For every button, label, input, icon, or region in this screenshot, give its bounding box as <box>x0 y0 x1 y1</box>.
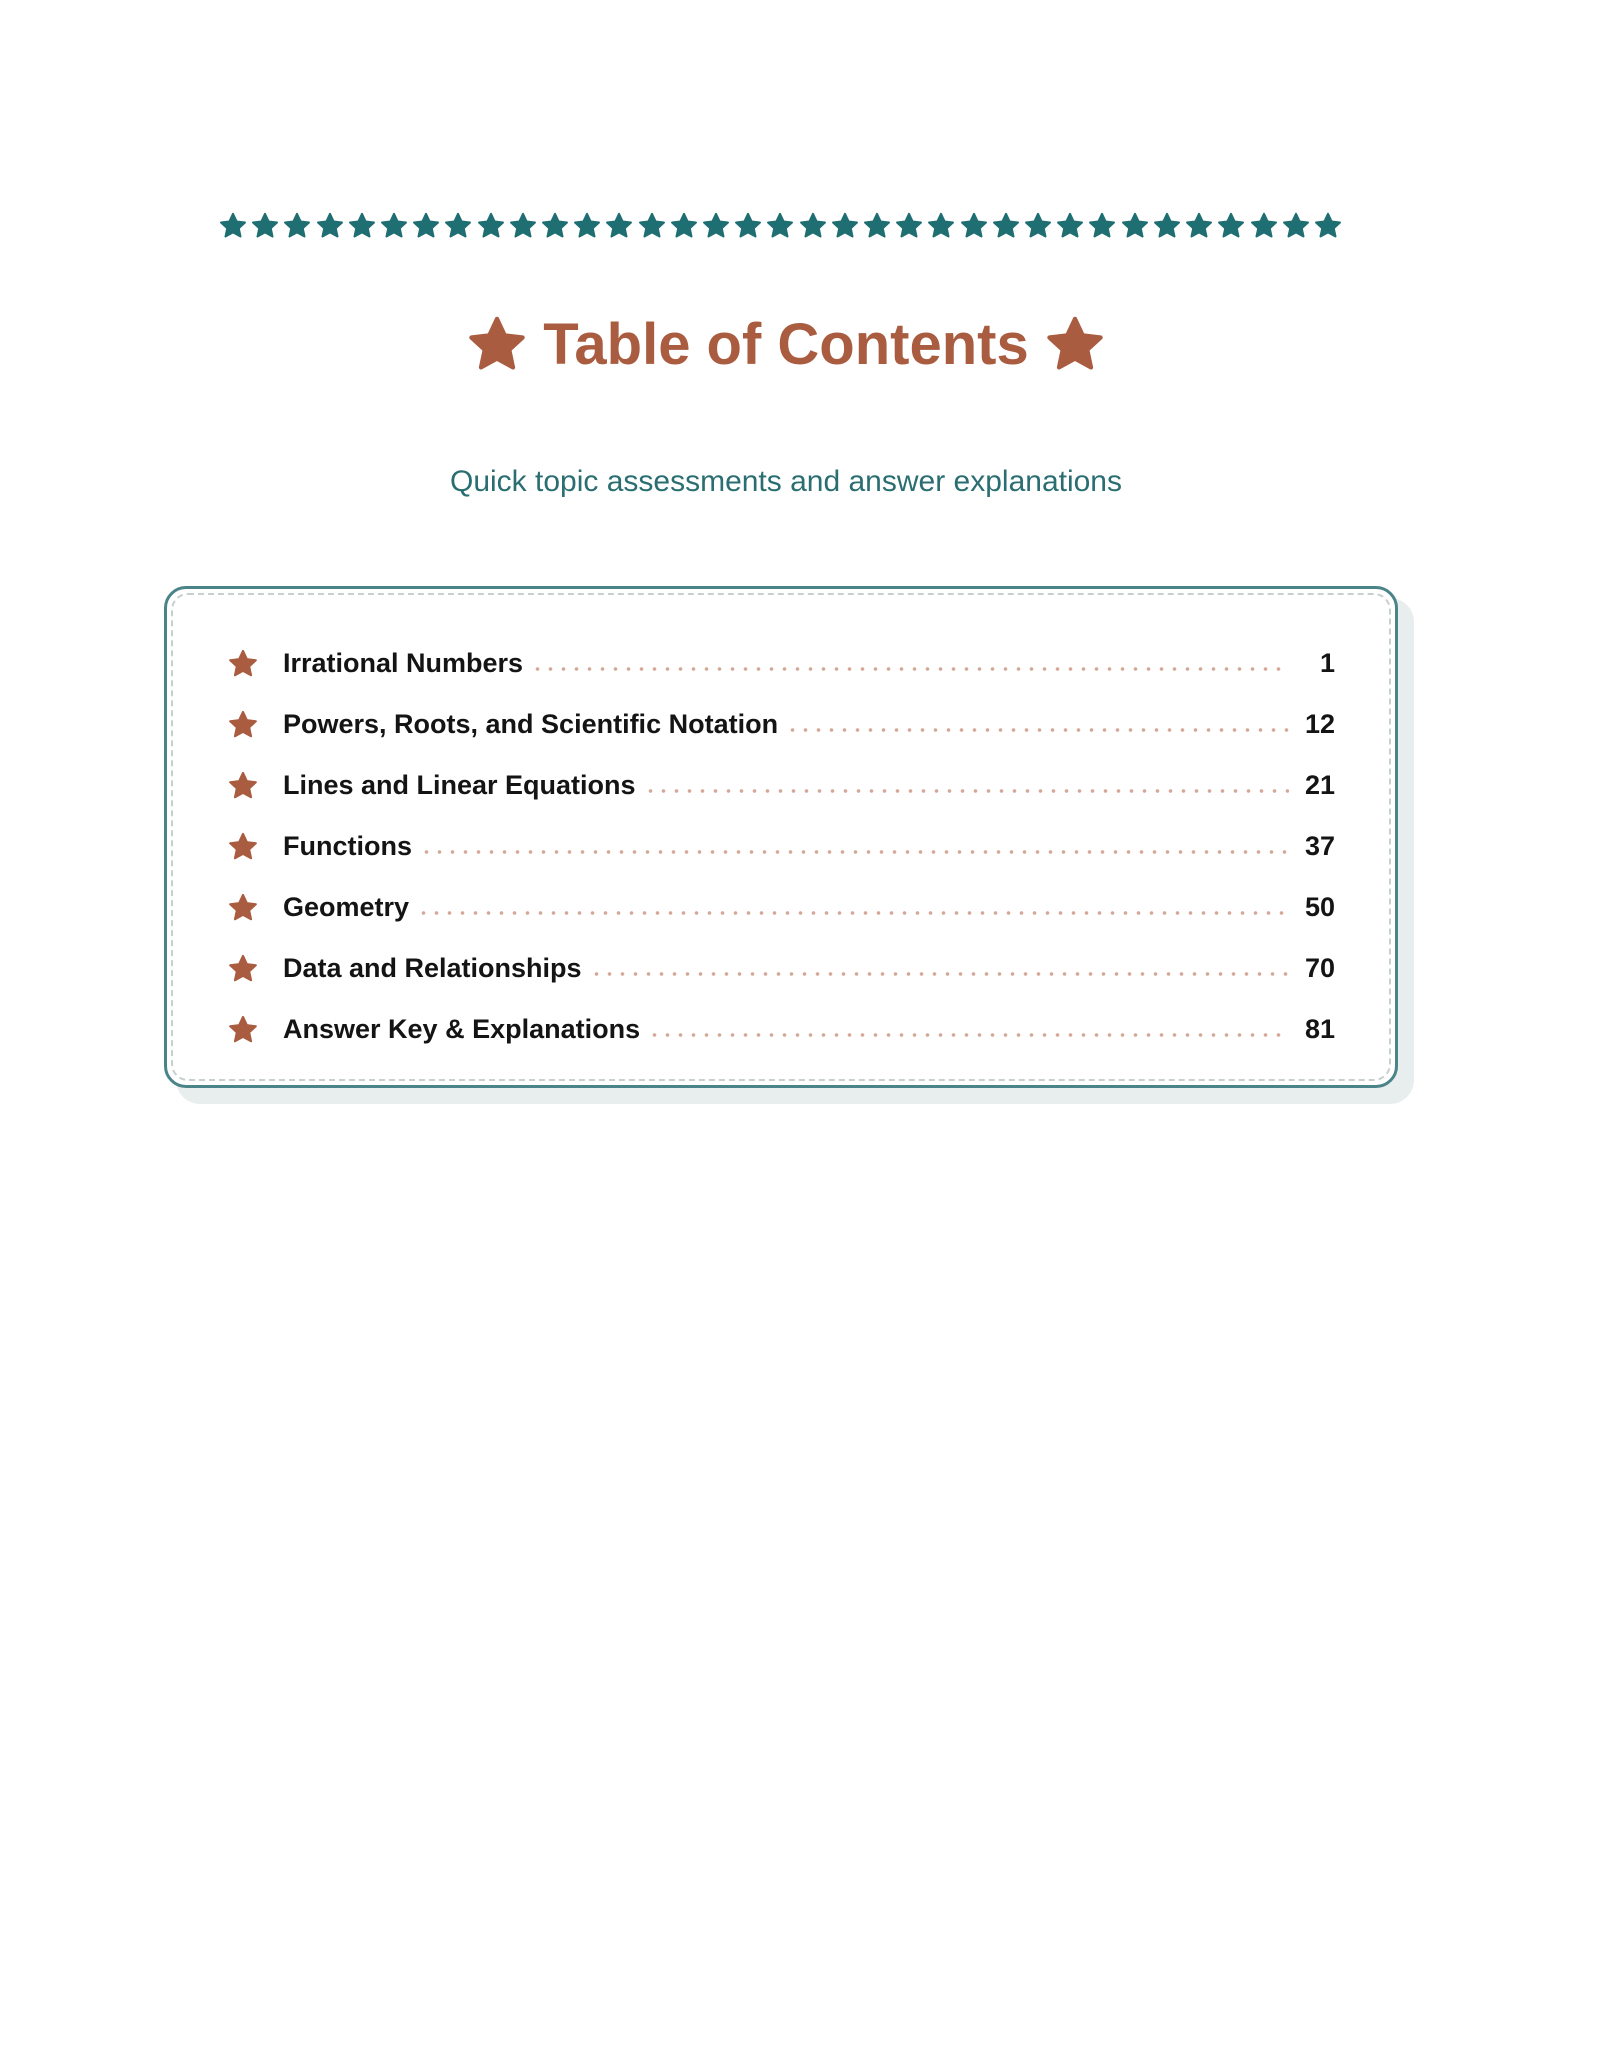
toc-item[interactable] <box>227 816 1335 877</box>
star-icon <box>1216 211 1246 241</box>
star-icon <box>443 211 473 241</box>
star-icon <box>669 211 699 241</box>
star-icon <box>1043 313 1107 377</box>
toc-item[interactable] <box>227 938 1335 999</box>
dot-leader <box>590 972 1289 976</box>
toc-item-label: Powers, Roots, and Scientific Notation <box>283 709 779 739</box>
page-subtitle: Quick topic assessments and answer explanations <box>449 465 1122 498</box>
star-icon <box>250 211 280 241</box>
star-icon <box>227 648 259 680</box>
star-icon <box>1087 211 1117 241</box>
star-icon <box>701 211 731 241</box>
toc-item-page: 81 <box>1304 1014 1335 1044</box>
toc-item-label: Irrational Numbers <box>283 648 524 678</box>
star-icon <box>765 211 795 241</box>
star-icon <box>1281 211 1311 241</box>
star-icon <box>991 211 1021 241</box>
star-icon <box>227 892 259 924</box>
toc-item-page: 12 <box>1304 709 1335 739</box>
toc-item[interactable] <box>227 694 1335 755</box>
star-icon <box>959 211 989 241</box>
star-icon <box>218 211 248 241</box>
toc-item-label: Functions <box>283 831 412 861</box>
star-icon <box>1313 211 1343 241</box>
star-icon <box>315 211 345 241</box>
star-icon <box>733 211 763 241</box>
star-icon <box>227 953 259 985</box>
star-icon <box>379 211 409 241</box>
toc-item[interactable] <box>227 999 1335 1060</box>
toc-item-page: 70 <box>1304 953 1335 983</box>
star-icon <box>476 211 506 241</box>
toc-item-page: 21 <box>1304 770 1335 800</box>
star-icon <box>637 211 667 241</box>
decorative-star-row <box>218 211 1343 241</box>
star-icon <box>894 211 924 241</box>
toc-item[interactable] <box>227 877 1335 938</box>
dot-leader <box>417 911 1289 915</box>
star-icon <box>1120 211 1150 241</box>
star-icon <box>1023 211 1053 241</box>
dot-leader <box>531 667 1289 671</box>
toc-item-page: 50 <box>1304 892 1335 922</box>
toc-item-label: Geometry <box>283 892 410 922</box>
star-icon <box>572 211 602 241</box>
star-icon <box>227 1014 259 1046</box>
toc-item-label: Answer Key & Explanations <box>283 1014 641 1044</box>
star-icon <box>604 211 634 241</box>
star-icon <box>1249 211 1279 241</box>
page-title: Table of Contents <box>543 312 1029 377</box>
star-icon <box>926 211 956 241</box>
dot-leader <box>648 1033 1289 1037</box>
star-icon <box>1184 211 1214 241</box>
dot-leader <box>420 850 1289 854</box>
star-icon <box>508 211 538 241</box>
dot-leader <box>644 789 1289 793</box>
toc-item-page: 1 <box>1319 648 1335 678</box>
star-icon <box>347 211 377 241</box>
star-icon <box>1152 211 1182 241</box>
star-icon <box>282 211 312 241</box>
dot-leader <box>786 728 1289 732</box>
toc-item-label: Lines and Linear Equations <box>283 770 636 800</box>
toc-item-label: Data and Relationships <box>283 953 582 983</box>
toc-item[interactable] <box>227 633 1335 694</box>
star-icon <box>411 211 441 241</box>
title-block <box>0 310 1572 380</box>
star-icon <box>830 211 860 241</box>
toc-item[interactable] <box>227 755 1335 816</box>
star-icon <box>227 770 259 802</box>
star-icon <box>227 831 259 863</box>
star-icon <box>862 211 892 241</box>
star-icon <box>540 211 570 241</box>
toc-item-page: 37 <box>1304 831 1335 861</box>
star-icon <box>798 211 828 241</box>
star-icon <box>465 313 529 377</box>
toc-box <box>164 586 1398 1088</box>
star-icon <box>1055 211 1085 241</box>
star-icon <box>227 709 259 741</box>
toc-list <box>227 633 1335 1060</box>
